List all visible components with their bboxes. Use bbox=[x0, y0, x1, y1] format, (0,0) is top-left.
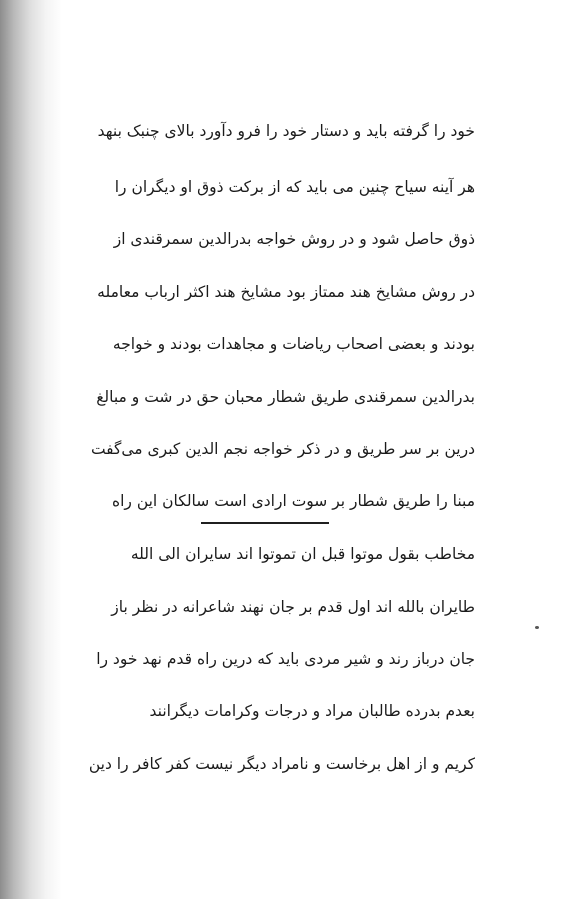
manuscript-line-3: ذوق حاصل شود و در روش خواجه بدرالدین سمرقندی از bbox=[113, 230, 475, 248]
manuscript-line-4: در روش مشایخ هند ممتاز بود مشایخ هند اکثر ارباب معامله bbox=[97, 283, 475, 301]
manuscript-line-7: درین بر سر طریق و در ذکر خواجه نجم الدین کبری می‌گفت bbox=[90, 440, 475, 458]
manuscript-line-12: بعدم بدرده طالبان مراد و درجات وکرامات دیگرانند bbox=[149, 702, 475, 720]
manuscript-line-1: خود را گرفته باید و دستار خود را فرو دآورد بالای چنبک بنهد bbox=[97, 122, 475, 140]
manuscript-line-9: مخاطب بقول موتوا قبل ان تموتوا اند سایران الی الله bbox=[130, 545, 475, 563]
manuscript-line-11: جان درباز رند و شیر مردی باید که درین راه قدم نهد خود را bbox=[96, 650, 475, 668]
manuscript-line-8: مبنا را طریق شطار بر سوت ارادی است سالکان این راه bbox=[111, 492, 475, 510]
manuscript-line-10: طایران بالله اند اول قدم بر جان نهند شاعرانه در نظر باز bbox=[111, 598, 475, 616]
overline-stroke bbox=[201, 522, 329, 524]
manuscript-line-5: بودند و بعضی اصحاب ریاضات و مجاهدات بودند و خواجه bbox=[112, 335, 475, 353]
ink-speck bbox=[535, 626, 539, 629]
manuscript-line-13: کریم و از اهل برخاست و نامراد دیگر نیست کفر کافر را دین bbox=[88, 755, 475, 773]
manuscript-line-2: هر آینه سیاح چنین می باید که از برکت ذوق او دیگران را bbox=[114, 178, 475, 196]
manuscript-line-6: بدرالدین سمرقندی طریق شطار محبان حق در شت و مبالغ bbox=[96, 388, 475, 406]
